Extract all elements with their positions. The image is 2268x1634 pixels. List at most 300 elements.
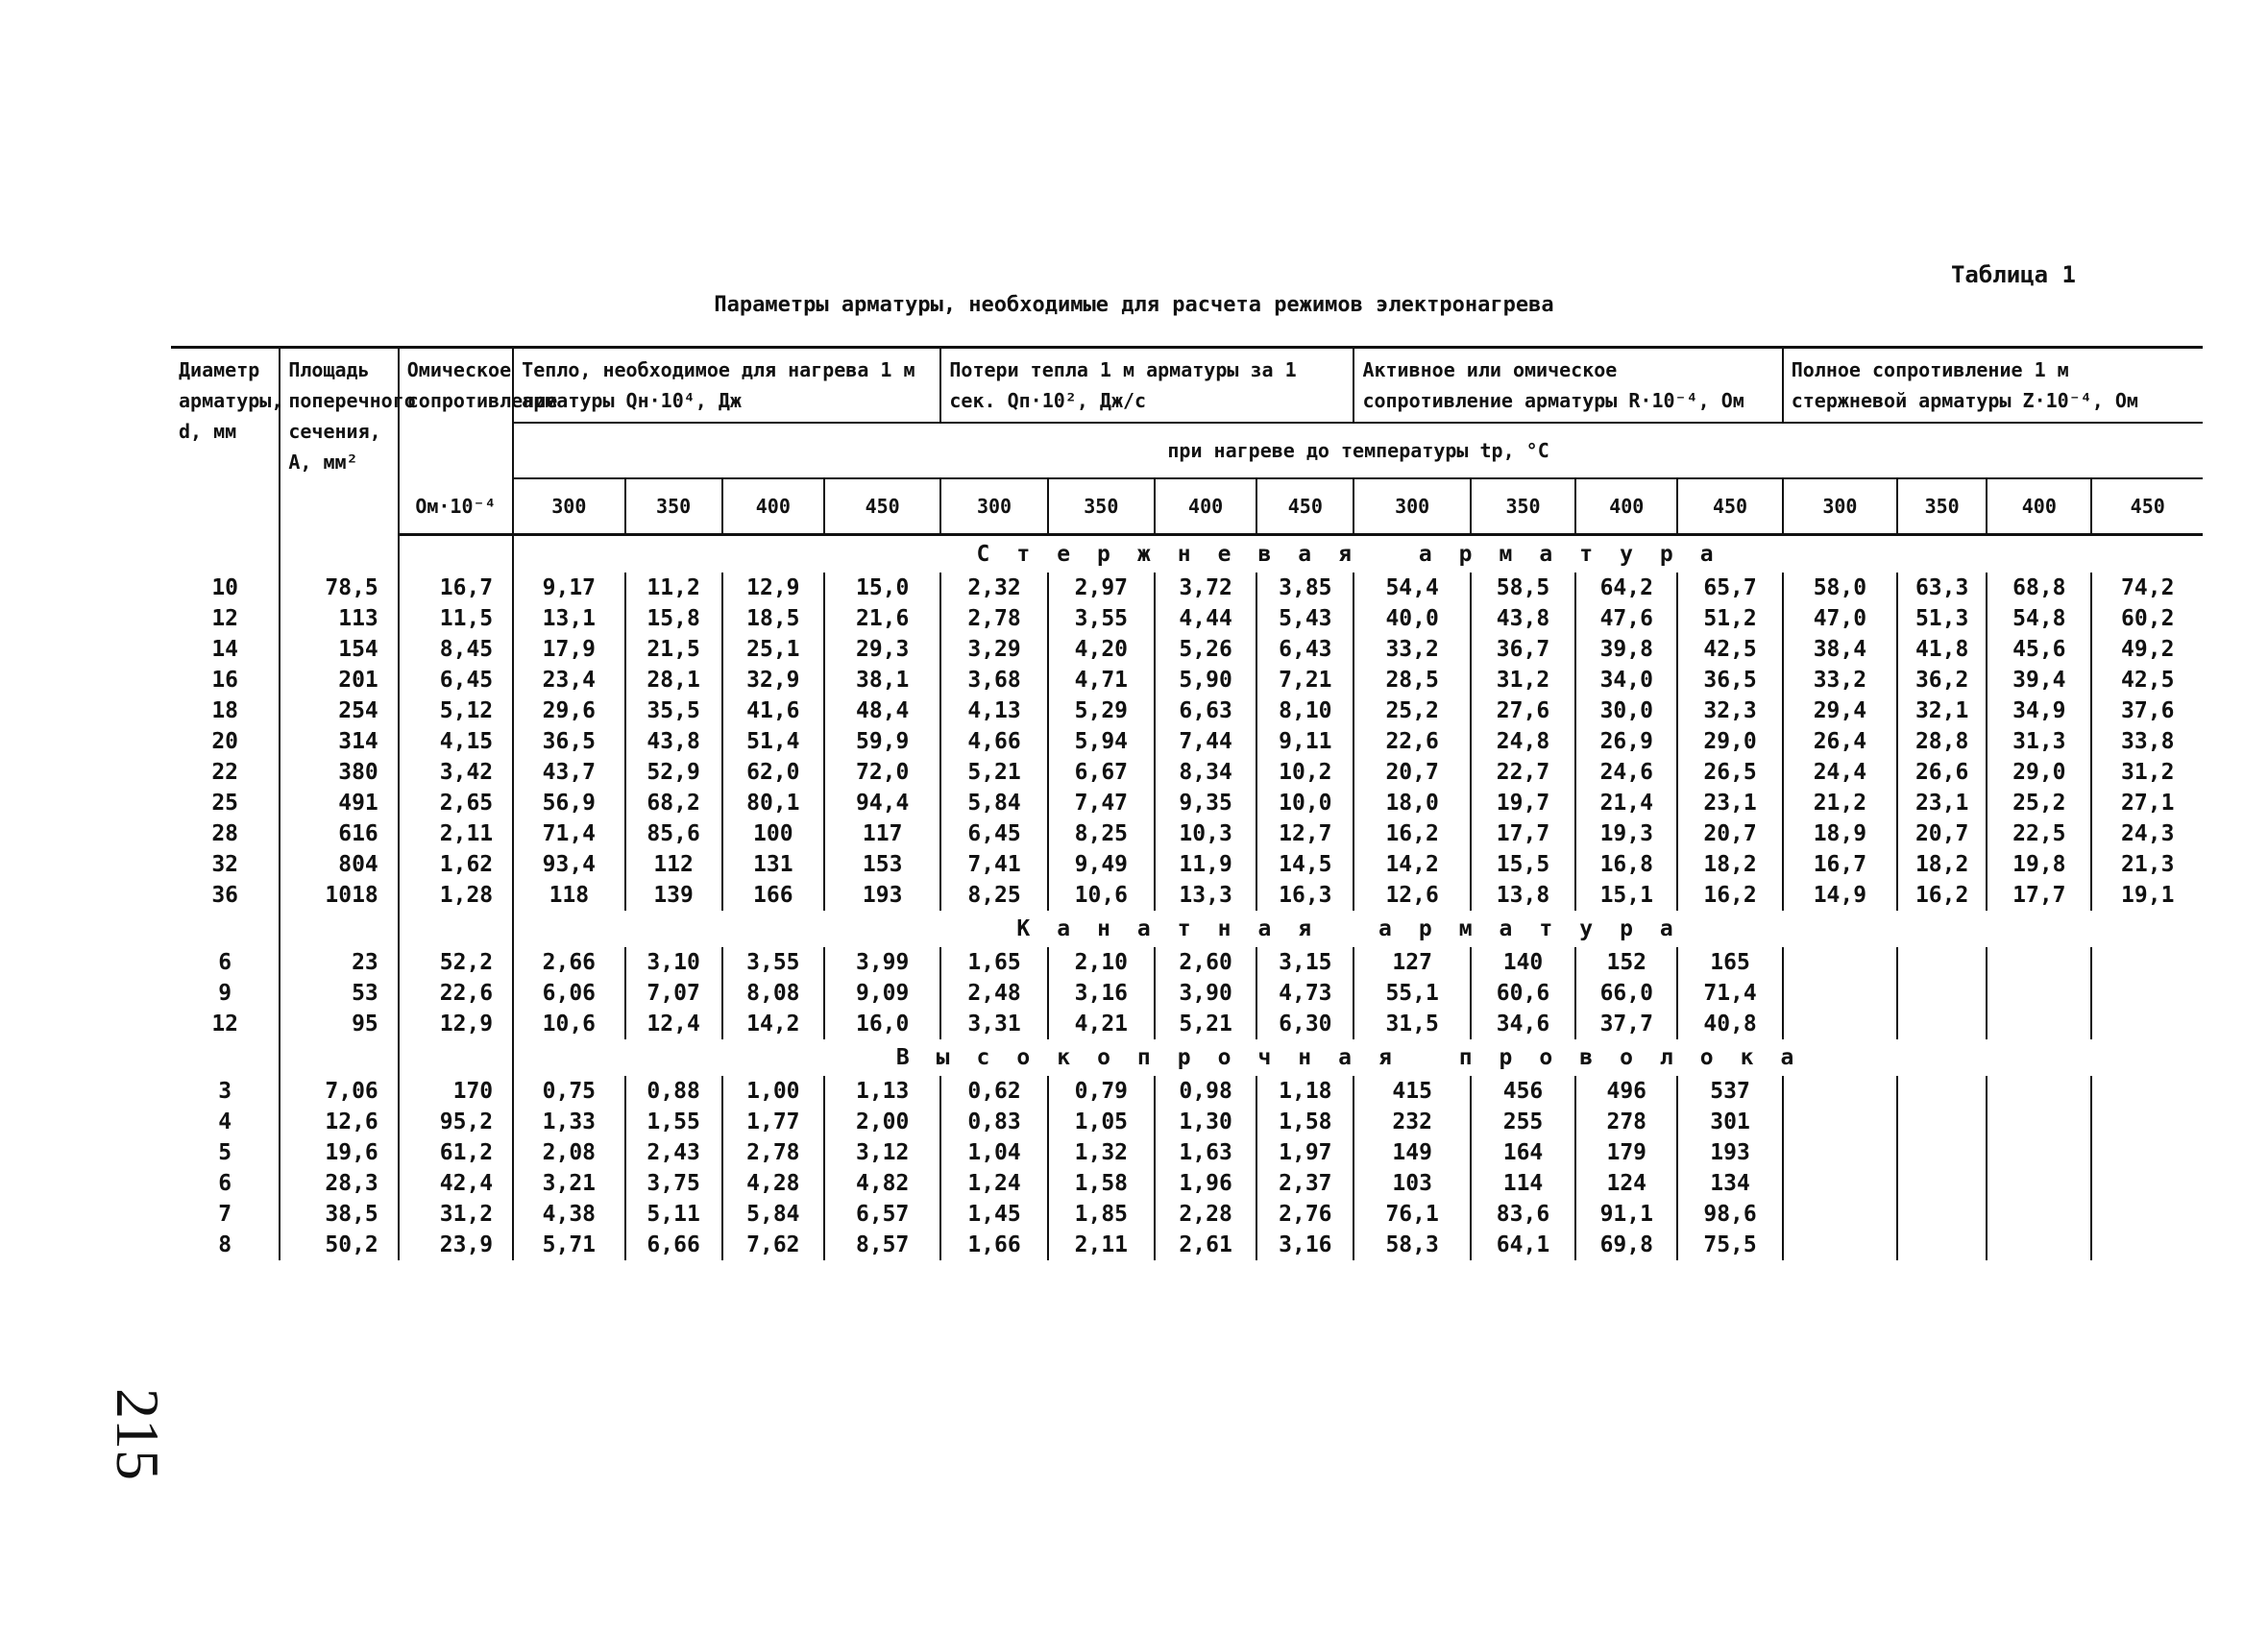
- value-cell: 74,2: [2121, 575, 2175, 600]
- value-cell: 1,13: [824, 1076, 940, 1107]
- value-cell: 76,1: [1353, 1199, 1470, 1230]
- value-cell: 32,3: [1677, 695, 1782, 726]
- value-cell: 12,7: [1256, 818, 1353, 849]
- value-cell: 4,20: [1048, 634, 1155, 665]
- header-ohmic: Омическое сопротивление: [399, 348, 513, 479]
- value-cell: 20,7: [1897, 818, 1987, 849]
- value-cell: 20,7: [1677, 818, 1782, 849]
- value-cell: 15,5: [1471, 849, 1575, 880]
- value-cell: 18,2: [1677, 849, 1782, 880]
- value-cell: 29,0: [1677, 726, 1782, 757]
- value-cell: 1,00: [722, 1076, 824, 1107]
- value-cell: 24,6: [1575, 757, 1677, 788]
- value-cell: 17,7: [1471, 818, 1575, 849]
- value-cell: 66,0: [1575, 978, 1677, 1009]
- value-cell: [1987, 1137, 2091, 1168]
- value-cell: 232: [1353, 1107, 1470, 1137]
- value-cell: 54,4: [1353, 573, 1470, 603]
- value-cell: [2091, 978, 2203, 1009]
- value-cell: 12,9: [399, 1009, 513, 1039]
- value-cell: 26,9: [1575, 726, 1677, 757]
- value-cell: 3,42: [399, 757, 513, 788]
- value-cell: 154: [280, 634, 398, 665]
- header-temp-3-1: 350: [1897, 478, 1987, 535]
- value-cell: 1,62: [399, 849, 513, 880]
- value-cell: 1,97: [1256, 1137, 1353, 1168]
- value-cell: 8,34: [1155, 757, 1256, 788]
- value-cell: 6,43: [1256, 634, 1353, 665]
- value-cell: 23,9: [399, 1230, 513, 1260]
- value-cell: 8,57: [824, 1230, 940, 1260]
- value-cell: 26,5: [1677, 757, 1782, 788]
- value-cell: 6,57: [824, 1199, 940, 1230]
- value-cell: 3,72: [1155, 573, 1256, 603]
- table-row: [171, 603, 2203, 634]
- value-cell: 51,2: [1677, 603, 1782, 634]
- diameter-cell: 36: [171, 880, 280, 911]
- value-cell: 48,4: [824, 695, 940, 726]
- value-cell: 1,04: [940, 1137, 1047, 1168]
- table-row: [171, 978, 2203, 1009]
- table-body: [171, 535, 2203, 1261]
- diameter-cell: 25: [171, 788, 280, 818]
- value-cell: 0,62: [940, 1076, 1047, 1107]
- value-cell: 134: [1677, 1168, 1782, 1199]
- value-cell: 0,75: [513, 1076, 624, 1107]
- value-cell: 28,3: [280, 1168, 398, 1199]
- value-cell: 42,5: [2121, 668, 2175, 693]
- value-cell: [1897, 1137, 1987, 1168]
- value-cell: 16,8: [1575, 849, 1677, 880]
- section-title: Высокопрочная проволока: [895, 1045, 1821, 1070]
- value-cell: 94,4: [824, 788, 940, 818]
- value-cell: 10,2: [1256, 757, 1353, 788]
- value-cell: 37,7: [1575, 1009, 1677, 1039]
- value-cell: 193: [1677, 1137, 1782, 1168]
- value-cell: 5,71: [513, 1230, 624, 1260]
- value-cell: 29,3: [824, 634, 940, 665]
- value-cell: 31,5: [1353, 1009, 1470, 1039]
- page-number: 215: [104, 1388, 172, 1480]
- value-cell: 18,2: [1897, 849, 1987, 880]
- diameter-cell: 8: [171, 1230, 280, 1260]
- section-title: Канатная арматура: [1016, 916, 1700, 941]
- value-cell: 35,5: [625, 695, 722, 726]
- value-cell: 59,9: [824, 726, 940, 757]
- value-cell: 2,32: [940, 573, 1047, 603]
- value-cell: 1,58: [1256, 1107, 1353, 1137]
- header-temp-2-0: 300: [1353, 478, 1470, 535]
- value-cell: 13,1: [513, 603, 624, 634]
- value-cell: 10,0: [1256, 788, 1353, 818]
- value-cell: 1,32: [1048, 1137, 1155, 1168]
- value-cell: 21,6: [824, 603, 940, 634]
- value-cell: 34,0: [1575, 665, 1677, 695]
- value-cell: 4,73: [1256, 978, 1353, 1009]
- value-cell: 124: [1575, 1168, 1677, 1199]
- value-cell: 5,21: [1155, 1009, 1256, 1039]
- value-cell: 64,1: [1471, 1230, 1575, 1260]
- value-cell: 8,25: [940, 880, 1047, 911]
- value-cell: 29,4: [1783, 695, 1897, 726]
- value-cell: 91,1: [1575, 1199, 1677, 1230]
- header-temperature-row: при нагреве до температуры tр, °C: [513, 423, 2203, 478]
- value-cell: [1783, 1076, 1897, 1107]
- value-cell: 50,2: [280, 1230, 398, 1260]
- value-cell: 17,9: [513, 634, 624, 665]
- value-cell: 51,4: [722, 726, 824, 757]
- value-cell: 127: [1353, 947, 1470, 978]
- value-cell: 39,8: [1575, 634, 1677, 665]
- value-cell: 16,2: [1897, 880, 1987, 911]
- section-spacer-cell: [399, 1039, 513, 1076]
- value-cell: [1897, 947, 1987, 978]
- value-cell: 3,21: [513, 1168, 624, 1199]
- value-cell: 6,30: [1256, 1009, 1353, 1039]
- diameter-cell: 12: [171, 603, 280, 634]
- value-cell: 1,63: [1155, 1137, 1256, 1168]
- diameter-cell: 32: [171, 849, 280, 880]
- value-cell: 22,6: [399, 978, 513, 1009]
- header-area: Площадь поперечного сечения, A, мм²: [280, 348, 398, 535]
- value-cell: 23,4: [513, 665, 624, 695]
- value-cell: 3,55: [722, 947, 824, 978]
- value-cell: 75,5: [1677, 1230, 1782, 1260]
- value-cell: 537: [1677, 1076, 1782, 1107]
- value-cell: 193: [824, 880, 940, 911]
- value-cell: 254: [280, 695, 398, 726]
- value-cell: 152: [1575, 947, 1677, 978]
- value-cell: 456: [1471, 1076, 1575, 1107]
- value-cell: 5,90: [1155, 665, 1256, 695]
- value-cell: 64,2: [1575, 573, 1677, 603]
- value-cell: 179: [1575, 1137, 1677, 1168]
- value-cell: 491: [280, 788, 398, 818]
- value-cell: 52,2: [399, 947, 513, 978]
- value-cell: 42,5: [1677, 634, 1782, 665]
- value-cell: [2091, 1107, 2203, 1137]
- value-cell: 7,62: [722, 1230, 824, 1260]
- value-cell: 52,9: [625, 757, 722, 788]
- value-cell: 42,4: [399, 1168, 513, 1199]
- value-cell: 8,45: [399, 634, 513, 665]
- value-cell: 19,8: [1987, 849, 2091, 880]
- header-heat: Тепло, необходимое для нагрева 1 м арматуры Qн·10⁴, Дж: [513, 348, 940, 424]
- value-cell: 34,9: [1987, 695, 2091, 726]
- header-temp-2-3: 450: [1677, 478, 1782, 535]
- value-cell: 3,16: [1048, 978, 1155, 1009]
- value-cell: 1,28: [399, 880, 513, 911]
- value-cell: 16,7: [399, 573, 513, 603]
- value-cell: 14,9: [1783, 880, 1897, 911]
- value-cell: 49,2: [2121, 637, 2175, 662]
- header-temp-0-1: 350: [625, 478, 722, 535]
- section-spacer-cell: [171, 1039, 280, 1076]
- table-row: [171, 757, 2203, 788]
- value-cell: 12,4: [625, 1009, 722, 1039]
- value-cell: 2,11: [1048, 1230, 1155, 1260]
- value-cell: 31,3: [1987, 726, 2091, 757]
- value-cell: 3,31: [940, 1009, 1047, 1039]
- value-cell: [1783, 1168, 1897, 1199]
- table-row: [171, 1009, 2203, 1039]
- value-cell: 14,2: [722, 1009, 824, 1039]
- value-cell: [1783, 978, 1897, 1009]
- table-label: Таблица 1: [1950, 261, 2076, 288]
- header-temp-0-2: 400: [722, 478, 824, 535]
- value-cell: 58,0: [1783, 573, 1897, 603]
- header-active-resistance: Активное или омическое сопротивление арматуры R·10⁻⁴, Ом: [1353, 348, 1782, 424]
- section-spacer-cell: [280, 1039, 398, 1076]
- value-cell: 5,26: [1155, 634, 1256, 665]
- value-cell: 25,1: [722, 634, 824, 665]
- value-cell: 93,4: [513, 849, 624, 880]
- value-cell: 3,99: [824, 947, 940, 978]
- value-cell: 54,8: [1987, 603, 2091, 634]
- header-loss: Потери тепла 1 м арматуры за 1 сек. Qп·10², Дж/с: [940, 348, 1353, 424]
- table-row: [171, 849, 2203, 880]
- value-cell: 1,33: [513, 1107, 624, 1137]
- value-cell: 22,5: [1987, 818, 2091, 849]
- value-cell: 6,45: [940, 818, 1047, 849]
- header-ohmic-unit: Ом·10⁻⁴: [399, 478, 513, 535]
- value-cell: 33,8: [2121, 729, 2175, 754]
- value-cell: 804: [280, 849, 398, 880]
- diameter-cell: 7: [171, 1199, 280, 1230]
- value-cell: 28,5: [1353, 665, 1470, 695]
- value-cell: 4,82: [824, 1168, 940, 1199]
- value-cell: 36,5: [513, 726, 624, 757]
- value-cell: 5,94: [1048, 726, 1155, 757]
- value-cell: 95: [280, 1009, 398, 1039]
- value-cell: 31,2: [399, 1199, 513, 1230]
- diameter-cell: 3: [171, 1076, 280, 1107]
- value-cell: 8,25: [1048, 818, 1155, 849]
- value-cell: 1,24: [940, 1168, 1047, 1199]
- value-cell: 19,6: [280, 1137, 398, 1168]
- diameter-cell: 9: [171, 978, 280, 1009]
- value-cell: 166: [722, 880, 824, 911]
- value-cell: 6,06: [513, 978, 624, 1009]
- value-cell: 0,79: [1048, 1076, 1155, 1107]
- table-row: [171, 634, 2203, 665]
- value-cell: 85,6: [625, 818, 722, 849]
- value-cell: 68,8: [1987, 573, 2091, 603]
- value-cell: 5,11: [625, 1199, 722, 1230]
- header-temp-1-1: 350: [1048, 478, 1155, 535]
- table-row: [171, 947, 2203, 978]
- value-cell: 2,78: [722, 1137, 824, 1168]
- diameter-cell: 10: [171, 573, 280, 603]
- value-cell: 1,30: [1155, 1107, 1256, 1137]
- value-cell: [1897, 978, 1987, 1009]
- diameter-cell: 18: [171, 695, 280, 726]
- header-temp-1-0: 300: [940, 478, 1047, 535]
- value-cell: 1,85: [1048, 1199, 1155, 1230]
- value-cell: 278: [1575, 1107, 1677, 1137]
- value-cell: 43,8: [1471, 603, 1575, 634]
- value-cell: 39,4: [1987, 665, 2091, 695]
- value-cell: 98,6: [1677, 1199, 1782, 1230]
- value-cell: 14,5: [1256, 849, 1353, 880]
- value-cell: 33,2: [1783, 665, 1897, 695]
- value-cell: 2,37: [1256, 1168, 1353, 1199]
- value-cell: 10,3: [1155, 818, 1256, 849]
- header-temp-3-2: 400: [1987, 478, 2091, 535]
- header-temp-2-2: 400: [1575, 478, 1677, 535]
- value-cell: 380: [280, 757, 398, 788]
- value-cell: 31,2: [2121, 760, 2175, 785]
- diameter-cell: 5: [171, 1137, 280, 1168]
- diameter-cell: 22: [171, 757, 280, 788]
- value-cell: 24,3: [2121, 821, 2175, 846]
- value-cell: 1018: [280, 880, 398, 911]
- section-row: [171, 911, 2203, 947]
- value-cell: [1783, 1230, 1897, 1260]
- value-cell: 69,8: [1575, 1230, 1677, 1260]
- value-cell: 3,16: [1256, 1230, 1353, 1260]
- value-cell: 3,15: [1256, 947, 1353, 978]
- value-cell: 10,6: [513, 1009, 624, 1039]
- value-cell: 18,9: [1783, 818, 1897, 849]
- value-cell: 4,28: [722, 1168, 824, 1199]
- value-cell: 113: [280, 603, 398, 634]
- value-cell: 38,4: [1783, 634, 1897, 665]
- value-cell: 2,65: [399, 788, 513, 818]
- value-cell: 31,2: [1471, 665, 1575, 695]
- value-cell: 0,88: [625, 1076, 722, 1107]
- value-cell: 3,29: [940, 634, 1047, 665]
- value-cell: 27,6: [1471, 695, 1575, 726]
- value-cell: 19,1: [2121, 883, 2175, 908]
- value-cell: 0,83: [940, 1107, 1047, 1137]
- value-cell: [1783, 1107, 1897, 1137]
- value-cell: 255: [1471, 1107, 1575, 1137]
- section-row: [171, 1039, 2203, 1076]
- table-row: [171, 1137, 2203, 1168]
- value-cell: 16,2: [1353, 818, 1470, 849]
- value-cell: 3,90: [1155, 978, 1256, 1009]
- value-cell: 9,35: [1155, 788, 1256, 818]
- value-cell: 12,9: [722, 573, 824, 603]
- value-cell: 60,2: [2121, 606, 2175, 631]
- value-cell: 78,5: [280, 573, 398, 603]
- value-cell: 18,0: [1353, 788, 1470, 818]
- header-full-resistance: Полное сопротивление 1 м стержневой арматуры Z·10⁻⁴, Ом: [1783, 348, 2203, 424]
- value-cell: 4,66: [940, 726, 1047, 757]
- value-cell: 28,8: [1897, 726, 1987, 757]
- value-cell: 21,5: [625, 634, 722, 665]
- value-cell: 153: [824, 849, 940, 880]
- table-row: [171, 1076, 2203, 1107]
- value-cell: 26,4: [1783, 726, 1897, 757]
- value-cell: [1987, 1199, 2091, 1230]
- section-spacer-cell: [280, 911, 398, 947]
- value-cell: 53: [280, 978, 398, 1009]
- value-cell: [1783, 1199, 1897, 1230]
- value-cell: 28,1: [625, 665, 722, 695]
- value-cell: [1987, 1009, 2091, 1039]
- value-cell: 18,5: [722, 603, 824, 634]
- value-cell: 4,15: [399, 726, 513, 757]
- value-cell: 27,1: [2121, 791, 2175, 816]
- value-cell: 2,43: [625, 1137, 722, 1168]
- value-cell: 16,7: [1783, 849, 1897, 880]
- header-temp-0-3: 450: [824, 478, 940, 535]
- table-row: [171, 880, 2203, 911]
- value-cell: 496: [1575, 1076, 1677, 1107]
- value-cell: 6,66: [625, 1230, 722, 1260]
- value-cell: 16,0: [824, 1009, 940, 1039]
- value-cell: 14,2: [1353, 849, 1470, 880]
- value-cell: 114: [1471, 1168, 1575, 1199]
- value-cell: 47,6: [1575, 603, 1677, 634]
- value-cell: 37,6: [2121, 698, 2175, 723]
- table-row: [171, 726, 2203, 757]
- diameter-cell: 4: [171, 1107, 280, 1137]
- value-cell: 72,0: [824, 757, 940, 788]
- table-row: [171, 818, 2203, 849]
- table-caption: Параметры арматуры, необходимые для расчета режимов электронагрева: [714, 293, 1554, 317]
- value-cell: 60,6: [1471, 978, 1575, 1009]
- value-cell: 7,21: [1256, 665, 1353, 695]
- value-cell: 100: [722, 818, 824, 849]
- value-cell: 19,7: [1471, 788, 1575, 818]
- value-cell: 6,45: [399, 665, 513, 695]
- value-cell: 4,38: [513, 1199, 624, 1230]
- section-spacer-cell: [280, 535, 398, 573]
- value-cell: 43,7: [513, 757, 624, 788]
- value-cell: 4,21: [1048, 1009, 1155, 1039]
- value-cell: [1987, 1107, 2091, 1137]
- value-cell: 61,2: [399, 1137, 513, 1168]
- value-cell: 2,78: [940, 603, 1047, 634]
- header-diameter: Диаметр арматуры, d, мм: [171, 348, 280, 535]
- table-row: [171, 1230, 2203, 1260]
- value-cell: 7,41: [940, 849, 1047, 880]
- value-cell: 24,4: [1783, 757, 1897, 788]
- value-cell: 65,7: [1677, 573, 1782, 603]
- value-cell: 11,2: [625, 573, 722, 603]
- value-cell: 1,18: [1256, 1076, 1353, 1107]
- value-cell: 301: [1677, 1107, 1782, 1137]
- value-cell: 34,6: [1471, 1009, 1575, 1039]
- value-cell: 19,3: [1575, 818, 1677, 849]
- table-row: [171, 665, 2203, 695]
- value-cell: 4,13: [940, 695, 1047, 726]
- table-row: [171, 695, 2203, 726]
- value-cell: 3,75: [625, 1168, 722, 1199]
- value-cell: [2091, 947, 2203, 978]
- value-cell: 25,2: [1987, 788, 2091, 818]
- value-cell: 1,45: [940, 1199, 1047, 1230]
- value-cell: 616: [280, 818, 398, 849]
- diameter-cell: 28: [171, 818, 280, 849]
- value-cell: 21,4: [1575, 788, 1677, 818]
- header-temp-1-3: 450: [1256, 478, 1353, 535]
- value-cell: 15,8: [625, 603, 722, 634]
- value-cell: 25,2: [1353, 695, 1470, 726]
- value-cell: 314: [280, 726, 398, 757]
- value-cell: 139: [625, 880, 722, 911]
- value-cell: 2,48: [940, 978, 1047, 1009]
- diameter-cell: 20: [171, 726, 280, 757]
- value-cell: 7,06: [280, 1076, 398, 1107]
- value-cell: 5,12: [399, 695, 513, 726]
- value-cell: 103: [1353, 1168, 1470, 1199]
- value-cell: 38,5: [280, 1199, 398, 1230]
- value-cell: [1897, 1076, 1987, 1107]
